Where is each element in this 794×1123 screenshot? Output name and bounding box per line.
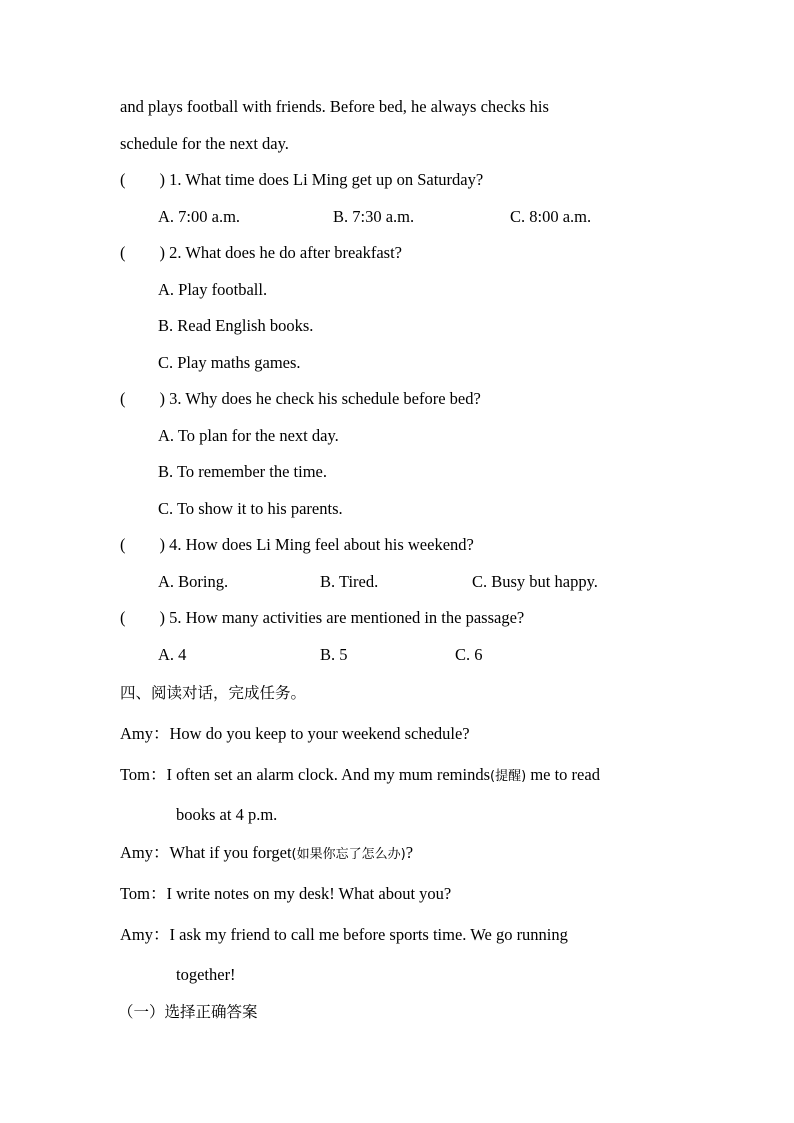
- question-5: [120, 608, 524, 628]
- answer-paren-close: ): [159, 170, 165, 189]
- q5-option-b: B. 5: [320, 645, 348, 664]
- dialogue-line-4: [120, 884, 451, 904]
- question-4: [120, 535, 474, 555]
- question-text: 5. How many activities are mentioned in the passage?: [169, 608, 525, 627]
- q5-option-c: C. 6: [455, 645, 483, 664]
- q1-option-b: B. 7:30 a.m.: [333, 207, 415, 226]
- passage-line-2: schedule for the next day.: [120, 134, 289, 153]
- q3-option-c: C. To show it to his parents.: [158, 499, 343, 518]
- dialogue-line-2: [120, 765, 600, 787]
- question-3: [120, 389, 481, 409]
- dialogue-line-1: [120, 724, 470, 744]
- speaker-label: Amy：: [120, 843, 170, 862]
- speaker-label: Amy：: [120, 925, 170, 944]
- dialogue-line-2-cont: books at 4 p.m.: [176, 805, 278, 824]
- q3-option-a: A. To plan for the next day.: [158, 426, 339, 445]
- dialogue-text: me to read: [526, 765, 600, 784]
- q1-option-c: C. 8:00 a.m.: [510, 207, 592, 226]
- question-text: 2. What does he do after breakfast?: [169, 243, 403, 262]
- dialogue-line-5: [120, 925, 568, 945]
- question-text: 1. What time does Li Ming get up on Saturday?: [169, 170, 484, 189]
- q2-option-c: C. Play maths games.: [158, 353, 301, 372]
- passage-line-1: and plays football with friends. Before bed, he always checks his: [120, 97, 549, 116]
- answer-paren-close: ): [159, 243, 165, 262]
- dialogue-text: What if you forget: [169, 843, 292, 862]
- dialogue-text: How do you keep to your weekend schedule?: [169, 724, 470, 743]
- answer-paren-open: (: [120, 243, 126, 262]
- speaker-label: Tom：: [120, 765, 167, 784]
- q2-option-b: B. Read English books.: [158, 316, 314, 335]
- dialogue-line-3: [120, 843, 413, 865]
- gloss-note: (提醒): [490, 769, 527, 784]
- speaker-label: Tom：: [120, 884, 167, 903]
- q3-option-b: B. To remember the time.: [158, 462, 327, 481]
- dialogue-text: I write notes on my desk! What about you?: [166, 884, 452, 903]
- answer-paren-open: (: [120, 389, 126, 408]
- q4-option-c: C. Busy but happy.: [472, 572, 598, 591]
- answer-paren-open: (: [120, 535, 126, 554]
- q2-option-a: A. Play football.: [158, 280, 268, 299]
- q1-option-a: A. 7:00 a.m.: [158, 207, 241, 226]
- dialogue-text: ?: [405, 843, 414, 862]
- question-text: 3. Why does he check his schedule before bed?: [169, 389, 481, 408]
- answer-paren-open: (: [120, 608, 126, 627]
- speaker-label: Amy：: [120, 724, 170, 743]
- dialogue-text: I ask my friend to call me before sports time. We go running: [169, 925, 568, 944]
- answer-paren-close: ): [159, 608, 165, 627]
- q4-option-a: A. Boring.: [158, 572, 229, 591]
- answer-paren-close: ): [159, 389, 165, 408]
- question-text: 4. How does Li Ming feel about his weekend?: [169, 535, 474, 554]
- gloss-note: (如果你忘了怎么办): [291, 847, 406, 862]
- dialogue-text: I often set an alarm clock. And my mum reminds: [166, 765, 491, 784]
- subsection-heading: （一）选择正确答案: [118, 1003, 258, 1021]
- answer-paren-open: (: [120, 170, 126, 189]
- section-4-heading: 四、阅读对话，完成任务。: [120, 684, 307, 702]
- answer-paren-close: ): [159, 535, 165, 554]
- question-1: [120, 170, 483, 190]
- dialogue-line-5-cont: together!: [176, 965, 236, 984]
- q5-option-a: A. 4: [158, 645, 187, 664]
- question-2: [120, 243, 402, 263]
- q4-option-b: B. Tired.: [320, 572, 379, 591]
